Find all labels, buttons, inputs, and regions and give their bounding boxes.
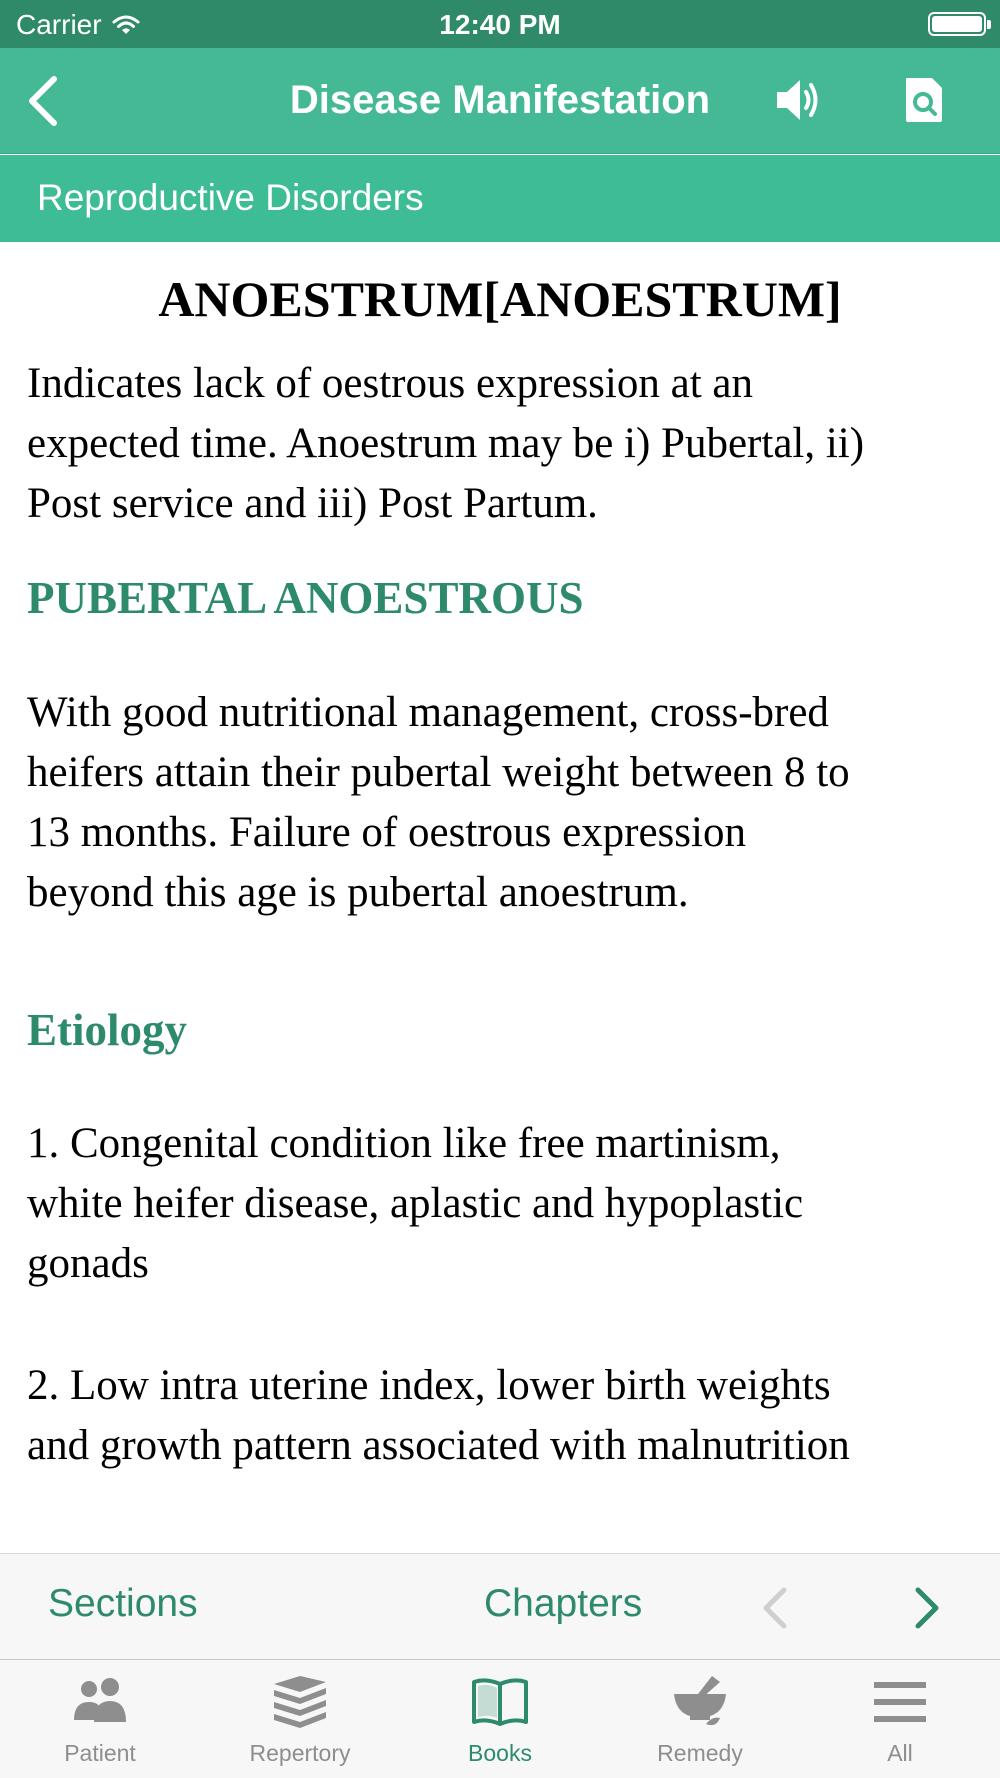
etiology-item-2	[27, 1356, 987, 1476]
text-line: white heifer disease, aplastic and hypoplastic	[27, 1180, 804, 1227]
tab-all[interactable]	[800, 1660, 1000, 1778]
tab-label: All	[887, 1740, 913, 1766]
text-line: beyond this age is pubertal anoestrum.	[27, 869, 689, 916]
back-button[interactable]	[22, 74, 74, 128]
text-line: With good nutritional management, cross-bred	[27, 689, 829, 736]
text-line: Post service and iii) Post Partum.	[27, 480, 598, 527]
chapter-toolbar	[0, 1553, 1000, 1659]
remedy-icon	[670, 1674, 730, 1730]
intro-paragraph	[27, 354, 987, 534]
text-line: 2. Low intra uterine index, lower birth weights	[27, 1362, 831, 1409]
battery-icon	[928, 12, 986, 36]
section-header-label: Reproductive Disorders	[37, 177, 424, 218]
nav-bar	[0, 48, 1000, 154]
carrier-label: Carrier	[16, 9, 102, 40]
tab-label: Books	[468, 1740, 532, 1766]
tab-label: Remedy	[657, 1740, 743, 1766]
etiology-item-1	[27, 1114, 987, 1294]
status-bar	[0, 0, 1000, 48]
tab-repertory[interactable]	[200, 1660, 400, 1778]
tab-label: Patient	[64, 1740, 136, 1766]
menu-icon	[870, 1674, 930, 1730]
tab-books[interactable]	[400, 1660, 600, 1778]
section-heading-pubertal: PUBERTAL ANOESTROUS	[27, 573, 584, 623]
text-line: expected time. Anoestrum may be i) Pubertal, ii)	[27, 420, 865, 467]
text-line: 13 months. Failure of oestrous expression	[27, 809, 746, 856]
speaker-icon	[774, 74, 824, 126]
text-line: Indicates lack of oestrous expression at an	[27, 360, 753, 407]
document-title: ANOESTRUM[ANOESTRUM]	[158, 271, 842, 327]
tab-remedy[interactable]	[600, 1660, 800, 1778]
tab-label: Repertory	[249, 1740, 351, 1766]
speaker-button[interactable]	[774, 74, 824, 126]
pubertal-paragraph	[27, 683, 987, 923]
page-title: Disease Manifestation	[289, 78, 711, 122]
chevron-left-icon	[756, 1584, 796, 1632]
section-header	[0, 155, 1000, 242]
text-line: gonads	[27, 1240, 149, 1287]
document-search-icon	[902, 74, 948, 126]
books-icon	[470, 1674, 530, 1730]
search-document-button[interactable]	[902, 74, 948, 126]
patient-icon	[70, 1674, 130, 1730]
book-content[interactable]	[0, 242, 1000, 1553]
tab-bar	[0, 1659, 1000, 1778]
text-line: 1. Congenital condition like free martinism,	[27, 1120, 781, 1167]
chevron-right-icon	[906, 1584, 946, 1632]
status-time: 12:40 PM	[439, 9, 561, 40]
chapters-button[interactable]: Chapters	[484, 1582, 643, 1625]
text-line: and growth pattern associated with malnutrition	[27, 1422, 850, 1469]
next-chapter-button[interactable]	[906, 1584, 946, 1632]
sections-button[interactable]: Sections	[48, 1582, 198, 1625]
tab-patient[interactable]	[0, 1660, 200, 1778]
repertory-icon	[270, 1674, 330, 1730]
text-line: heifers attain their pubertal weight between 8 to	[27, 749, 850, 796]
section-heading-etiology: Etiology	[27, 1005, 188, 1055]
chevron-left-icon	[22, 74, 74, 128]
previous-chapter-button[interactable]	[756, 1584, 796, 1632]
